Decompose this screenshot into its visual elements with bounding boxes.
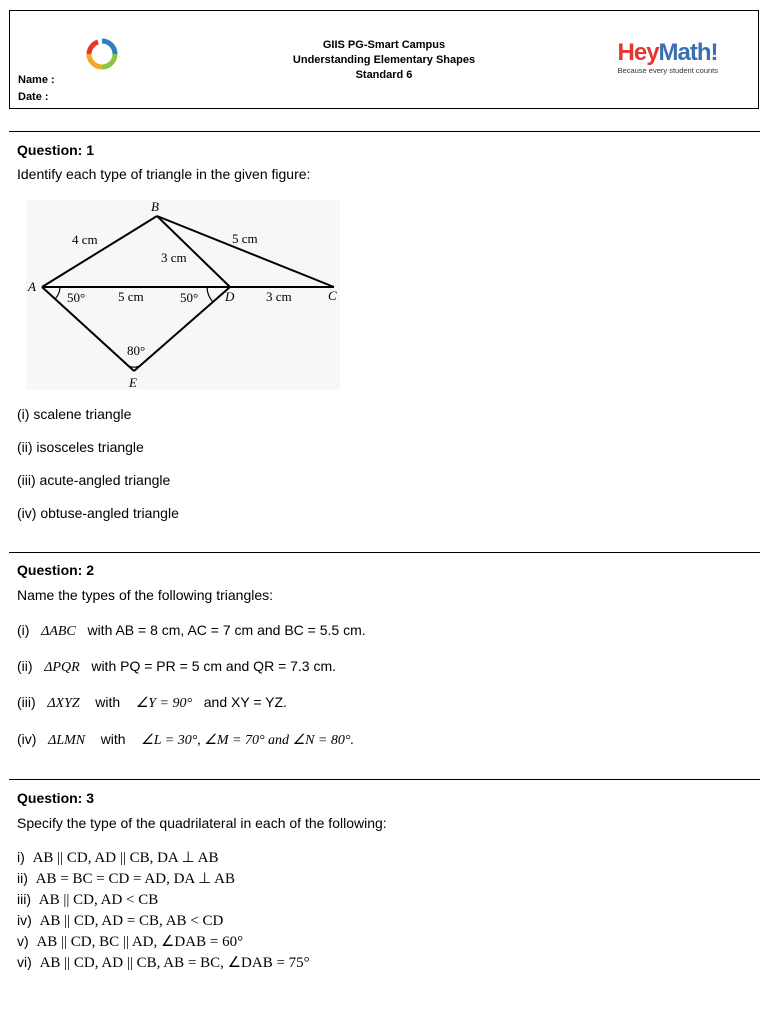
question-2-prompt: Name the types of the following triangles: [17, 587, 274, 603]
item-condition: and XY = YZ. [203, 694, 287, 710]
q1-option-2: (ii) isosceles triangle [17, 439, 144, 455]
q3-item [17, 952, 310, 973]
q2-item-2 [17, 658, 336, 676]
question-3-prompt: Specify the type of the quadrilateral in each of the following: [17, 815, 387, 831]
item-number: (i) [17, 622, 30, 638]
angle-a-label: 50° [67, 290, 86, 305]
brand-math: Math! [658, 39, 718, 66]
item-number: ii) [17, 870, 28, 886]
vertex-e-label: E [129, 375, 137, 390]
item-expression: AB || CD, AD = CB, AB < CD [39, 913, 224, 929]
item-angle-condition: ∠L = 30°, ∠M = 70° and ∠N = 80°. [141, 733, 354, 748]
worksheet-header [9, 10, 759, 109]
item-number: (ii) [17, 658, 33, 674]
q2-item-3 [17, 694, 287, 712]
divider [9, 779, 760, 780]
vertex-d-label: D [225, 289, 235, 304]
question-2-title: Question: 2 [17, 562, 95, 578]
standard-label: Standard 6 [355, 69, 413, 81]
brand-hey: Hey [617, 39, 659, 66]
item-expression: AB = BC = CD = AD, DA ⊥ AB [35, 871, 235, 887]
item-number: vi) [17, 954, 32, 970]
question-1-prompt: Identify each type of triangle in the given figure: [17, 166, 311, 182]
q3-item-list [17, 847, 310, 973]
question-3-title: Question: 3 [17, 790, 95, 806]
item-condition: with PQ = PR = 5 cm and QR = 7.3 cm. [91, 658, 337, 674]
item-expression: AB || CD, AD || CB, DA ⊥ AB [32, 850, 219, 866]
side-bc-label: 5 cm [232, 231, 258, 246]
q2-item-1 [17, 622, 366, 640]
item-number: iii) [17, 891, 31, 907]
q1-option-3: (iii) acute-angled triangle [17, 472, 171, 488]
triangle-name: ΔABC [41, 624, 76, 639]
side-ad-label: 5 cm [118, 289, 144, 304]
item-number: (iv) [17, 731, 37, 747]
side-ab-label: 4 cm [72, 232, 98, 247]
triangle-name: ΔLMN [48, 733, 86, 748]
vertex-c-label: C [328, 288, 337, 303]
divider [9, 131, 760, 132]
angle-e-label: 80° [127, 343, 146, 358]
date-field-label: Date : [18, 91, 49, 103]
item-number: i) [17, 849, 25, 865]
question-1-title: Question: 1 [17, 142, 95, 158]
item-angle-condition: ∠Y = 90° [135, 696, 193, 711]
vertex-a-label: A [28, 279, 36, 294]
item-expression: AB || CD, AD || CB, AB = BC, ∠DAB = 75° [39, 955, 310, 971]
item-number: v) [17, 933, 29, 949]
item-expression: AB || CD, BC || AD, ∠DAB = 60° [36, 934, 244, 950]
topic-title: Understanding Elementary Shapes [292, 54, 476, 66]
item-with: with [100, 731, 126, 747]
side-bd-label: 3 cm [161, 250, 187, 265]
brand-tagline: Because every student counts [617, 66, 718, 75]
item-with: with [95, 694, 121, 710]
q3-item [17, 889, 310, 910]
item-number: iv) [17, 912, 32, 928]
item-expression: AB || CD, AD < CB [38, 892, 159, 908]
triangle-name: ΔXYZ [47, 696, 80, 711]
divider [9, 552, 760, 553]
q1-option-4: (iv) obtuse-angled triangle [17, 505, 179, 521]
triangle-figure [26, 200, 340, 390]
school-name: GIIS PG-Smart Campus [322, 39, 446, 51]
q1-option-1: (i) scalene triangle [17, 406, 132, 422]
item-number: (iii) [17, 694, 36, 710]
q3-item [17, 868, 310, 889]
q2-item-4 [17, 731, 354, 749]
heymath-logo [618, 41, 718, 75]
q3-item [17, 910, 310, 931]
triangle-name: ΔPQR [44, 660, 80, 675]
side-dc-label: 3 cm [266, 289, 292, 304]
name-field-label: Name : [18, 74, 55, 86]
q3-item [17, 931, 310, 952]
item-condition: with AB = 8 cm, AC = 7 cm and BC = 5.5 cm. [87, 622, 366, 638]
angle-d-label: 50° [180, 290, 199, 305]
q3-item [17, 847, 310, 868]
vertex-b-label: B [151, 200, 159, 214]
